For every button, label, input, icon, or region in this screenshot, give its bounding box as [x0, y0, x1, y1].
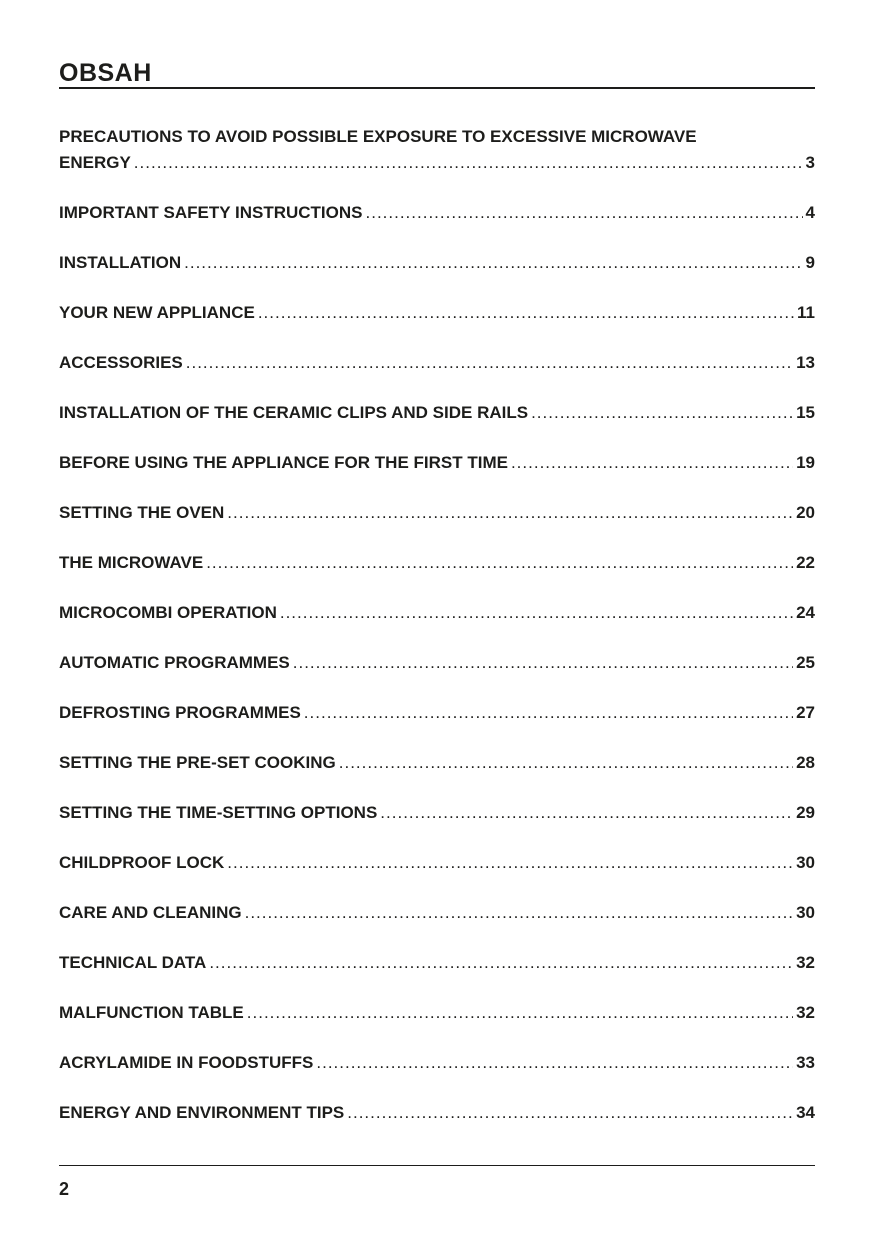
dot-leader — [227, 850, 793, 876]
toc-entry-label: ACCESSORIES — [59, 353, 183, 372]
toc-entry[interactable] — [59, 1000, 815, 1026]
toc-entry-page: 34 — [796, 1103, 815, 1122]
toc-entry[interactable] — [59, 1100, 815, 1126]
toc-entry-page: 28 — [796, 753, 815, 772]
toc-entry-page: 3 — [805, 153, 815, 172]
toc-entry-page: 4 — [805, 203, 815, 222]
toc-entry-label-line1: PRECAUTIONS TO AVOID POSSIBLE EXPOSURE TO EXCESSIVE MICROWAVE — [59, 127, 697, 146]
toc-entry-label: MALFUNCTION TABLE — [59, 1003, 244, 1022]
toc-entry-page: 11 — [797, 303, 815, 322]
toc-entry[interactable] — [59, 550, 815, 576]
toc-entry[interactable] — [59, 1050, 815, 1076]
toc-entry[interactable] — [59, 800, 815, 826]
title-divider — [59, 87, 815, 89]
toc-entry[interactable] — [59, 750, 815, 776]
toc-entry[interactable] — [59, 300, 815, 326]
toc-entry[interactable] — [59, 950, 815, 976]
toc-entry-label: AUTOMATIC PROGRAMMES — [59, 653, 290, 672]
toc-entry-page: 25 — [796, 653, 815, 672]
toc-entry-label: TECHNICAL DATA — [59, 953, 207, 972]
toc-entry-page: 22 — [796, 553, 815, 572]
toc-entry[interactable] — [59, 350, 815, 376]
toc-entry-page: 33 — [796, 1053, 815, 1072]
toc-entry-page: 29 — [796, 803, 815, 822]
toc-entry-label: INSTALLATION — [59, 253, 182, 272]
toc-entry[interactable] — [59, 650, 815, 676]
toc-entry-label: BEFORE USING THE APPLIANCE FOR THE FIRST TIME — [59, 453, 508, 472]
toc-entry-page: 19 — [796, 453, 815, 472]
toc-entry[interactable] — [59, 850, 815, 876]
dot-leader — [186, 350, 793, 376]
toc-entry-page: 32 — [796, 1003, 815, 1022]
toc-entry[interactable] — [59, 450, 815, 476]
dot-leader — [247, 1000, 793, 1026]
dot-leader — [209, 950, 793, 976]
toc-entry-label: CARE AND CLEANING — [59, 903, 242, 922]
page-number: 2 — [59, 1179, 70, 1199]
toc-entry[interactable] — [59, 700, 815, 726]
dot-leader — [134, 150, 803, 176]
dot-leader — [258, 300, 794, 326]
dot-leader — [293, 650, 793, 676]
table-of-contents — [59, 124, 815, 1150]
toc-entry-page: 9 — [805, 253, 815, 272]
toc-entry-page: 30 — [796, 853, 815, 872]
toc-entry-label: SETTING THE OVEN — [59, 503, 225, 522]
dot-leader — [380, 800, 793, 826]
dot-leader — [304, 700, 793, 726]
toc-entry-page: 32 — [796, 953, 815, 972]
dot-leader — [366, 200, 803, 226]
toc-entry-label: YOUR NEW APPLIANCE — [59, 303, 255, 322]
dot-leader — [347, 1100, 793, 1126]
toc-entry-label: SETTING THE TIME-SETTING OPTIONS — [59, 803, 378, 822]
dot-leader — [206, 550, 793, 576]
toc-entry[interactable] — [59, 500, 815, 526]
dot-leader — [511, 450, 793, 476]
toc-entry[interactable] — [59, 900, 815, 926]
toc-entry[interactable] — [59, 600, 815, 626]
footer-divider — [59, 1165, 815, 1166]
dot-leader — [245, 900, 793, 926]
toc-entry-label: MICROCOMBI OPERATION — [59, 603, 277, 622]
toc-entry-label: ENERGY AND ENVIRONMENT TIPS — [59, 1103, 345, 1122]
toc-entry-label: DEFROSTING PROGRAMMES — [59, 703, 301, 722]
toc-entry[interactable] — [59, 250, 815, 276]
dot-leader — [339, 750, 793, 776]
toc-entry-label: THE MICROWAVE — [59, 553, 204, 572]
toc-entry-label: IMPORTANT SAFETY INSTRUCTIONS — [59, 203, 363, 222]
toc-entry-page: 13 — [796, 353, 815, 372]
toc-entry-label: CHILDPROOF LOCK — [59, 853, 225, 872]
toc-entry-page: 15 — [796, 403, 815, 422]
toc-entry-page: 27 — [796, 703, 815, 722]
toc-entry-label: INSTALLATION OF THE CERAMIC CLIPS AND SIDE RAILS — [59, 403, 529, 422]
dot-leader — [316, 1050, 793, 1076]
toc-entry-page: 30 — [796, 903, 815, 922]
toc-entry-page: 24 — [796, 603, 815, 622]
toc-entry-label: ACRYLAMIDE IN FOODSTUFFS — [59, 1053, 314, 1072]
toc-entry-page: 20 — [796, 503, 815, 522]
toc-entry-label: ENERGY — [59, 153, 131, 172]
toc-entry[interactable] — [59, 400, 815, 426]
toc-entry[interactable] — [59, 124, 815, 176]
toc-entry-label: SETTING THE PRE-SET COOKING — [59, 753, 336, 772]
dot-leader — [227, 500, 793, 526]
dot-leader — [531, 400, 793, 426]
page-title: OBSAH — [59, 59, 152, 87]
dot-leader — [280, 600, 793, 626]
toc-entry[interactable] — [59, 200, 815, 226]
dot-leader — [184, 250, 802, 276]
